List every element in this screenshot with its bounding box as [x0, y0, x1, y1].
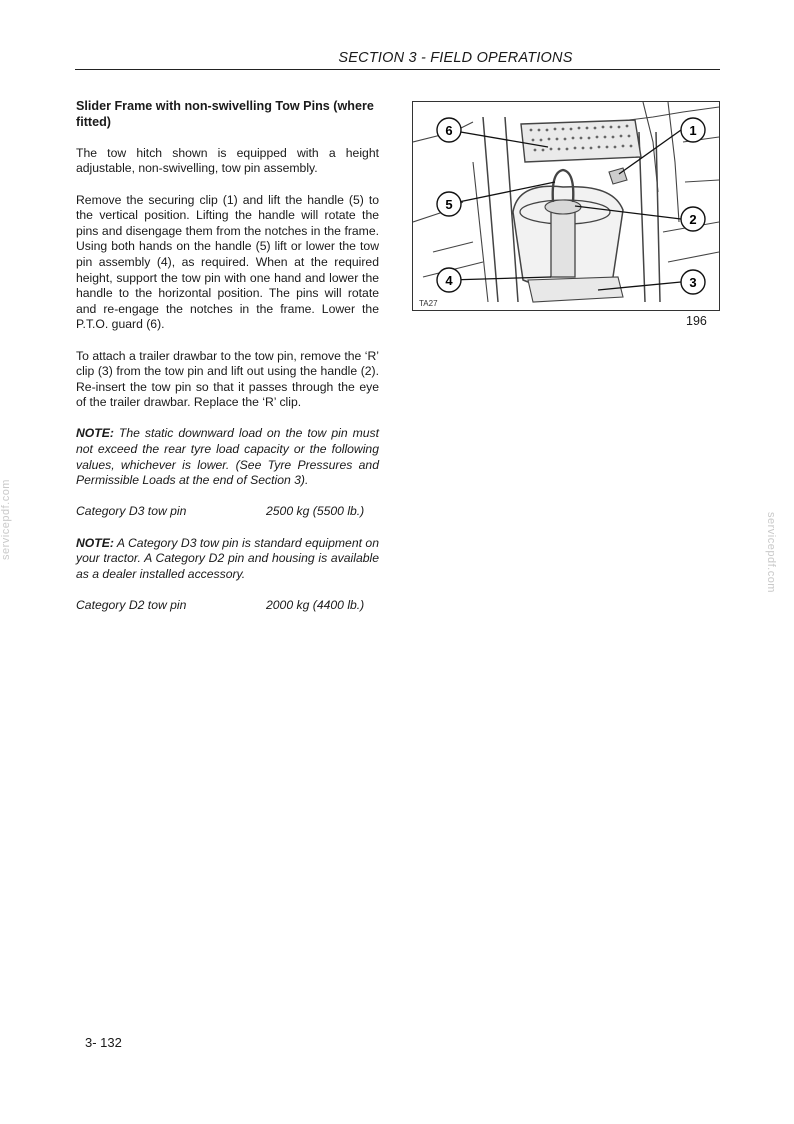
section-header: [75, 50, 720, 70]
section-title: SECTION 3 - FIELD OPERATIONS: [338, 50, 573, 66]
note-label: NOTE:: [76, 426, 114, 441]
callout-5: 5: [445, 197, 453, 212]
watermark-left: servicepdf.com: [0, 479, 12, 560]
paragraph-adjust: Remove the securing clip (1) and lift the handle (5) to the vertical position. Lifting the handle will rotate the pins and disengage them from the notches in the frame. Using both hands on the handle (5) lift or lower the tow pin assembly (4), as required. When at the required height, support the tow pin with one hand and lower the handle to the horizontal position. The pins will rotate and re-engage the notches in the frame. Lower the P.T.O. guard (6).: [76, 192, 379, 332]
callout-3: 3: [689, 275, 697, 290]
note-load: [76, 426, 379, 488]
paragraph-intro: The tow hitch shown is equipped with a height adjustable, non-swivelling, tow pin assembly.: [76, 145, 379, 176]
figure-number: 196: [686, 314, 707, 328]
section-heading: Slider Frame with non-swivelling Tow Pins (where fitted): [76, 99, 374, 129]
note-text: A Category D3 tow pin is standard equipment on your tractor. A Category D2 pin and housing is available as a dealer installed accessory.: [76, 535, 379, 581]
text-column: [76, 99, 379, 629]
spec-d3-value: 2500 kg (5500 lb.): [266, 504, 365, 519]
callout-4: 4: [445, 273, 453, 288]
note-label: NOTE:: [76, 535, 114, 550]
spec-d2-name: Category D2 tow pin: [76, 598, 187, 612]
figure-code: TA27: [419, 299, 438, 308]
spec-d3: [76, 504, 379, 520]
spec-d2-value: 2000 kg (4400 lb.): [266, 598, 365, 612]
tow-hitch-figure: [412, 101, 720, 311]
spec-d3-name: Category D3 tow pin: [76, 504, 187, 519]
spec-d2: [76, 598, 379, 614]
watermark-right: servicepdf.com: [765, 512, 777, 593]
callout-2: 2: [689, 212, 697, 227]
paragraph-attach: To attach a trailer drawbar to the tow pin, remove the ‘R’ clip (3) from the tow pin and lift out using the handle (2). Re-insert the tow pin so that it passes through the eye of the trailer drawbar. Replace the ‘R’ clip.: [76, 348, 379, 410]
note-category: [76, 536, 379, 583]
tow-hitch-illustration: [413, 102, 719, 310]
page-number: 3- 132: [85, 1035, 122, 1050]
callout-6: 6: [445, 123, 453, 138]
note-text: The static downward load on the tow pin must not exceed the rear tyre load capacity or the following values, whichever is lower. (See Tyre Pressures and Permissible Loads at the end of Section 3).: [76, 426, 379, 488]
callout-1: 1: [689, 123, 697, 138]
